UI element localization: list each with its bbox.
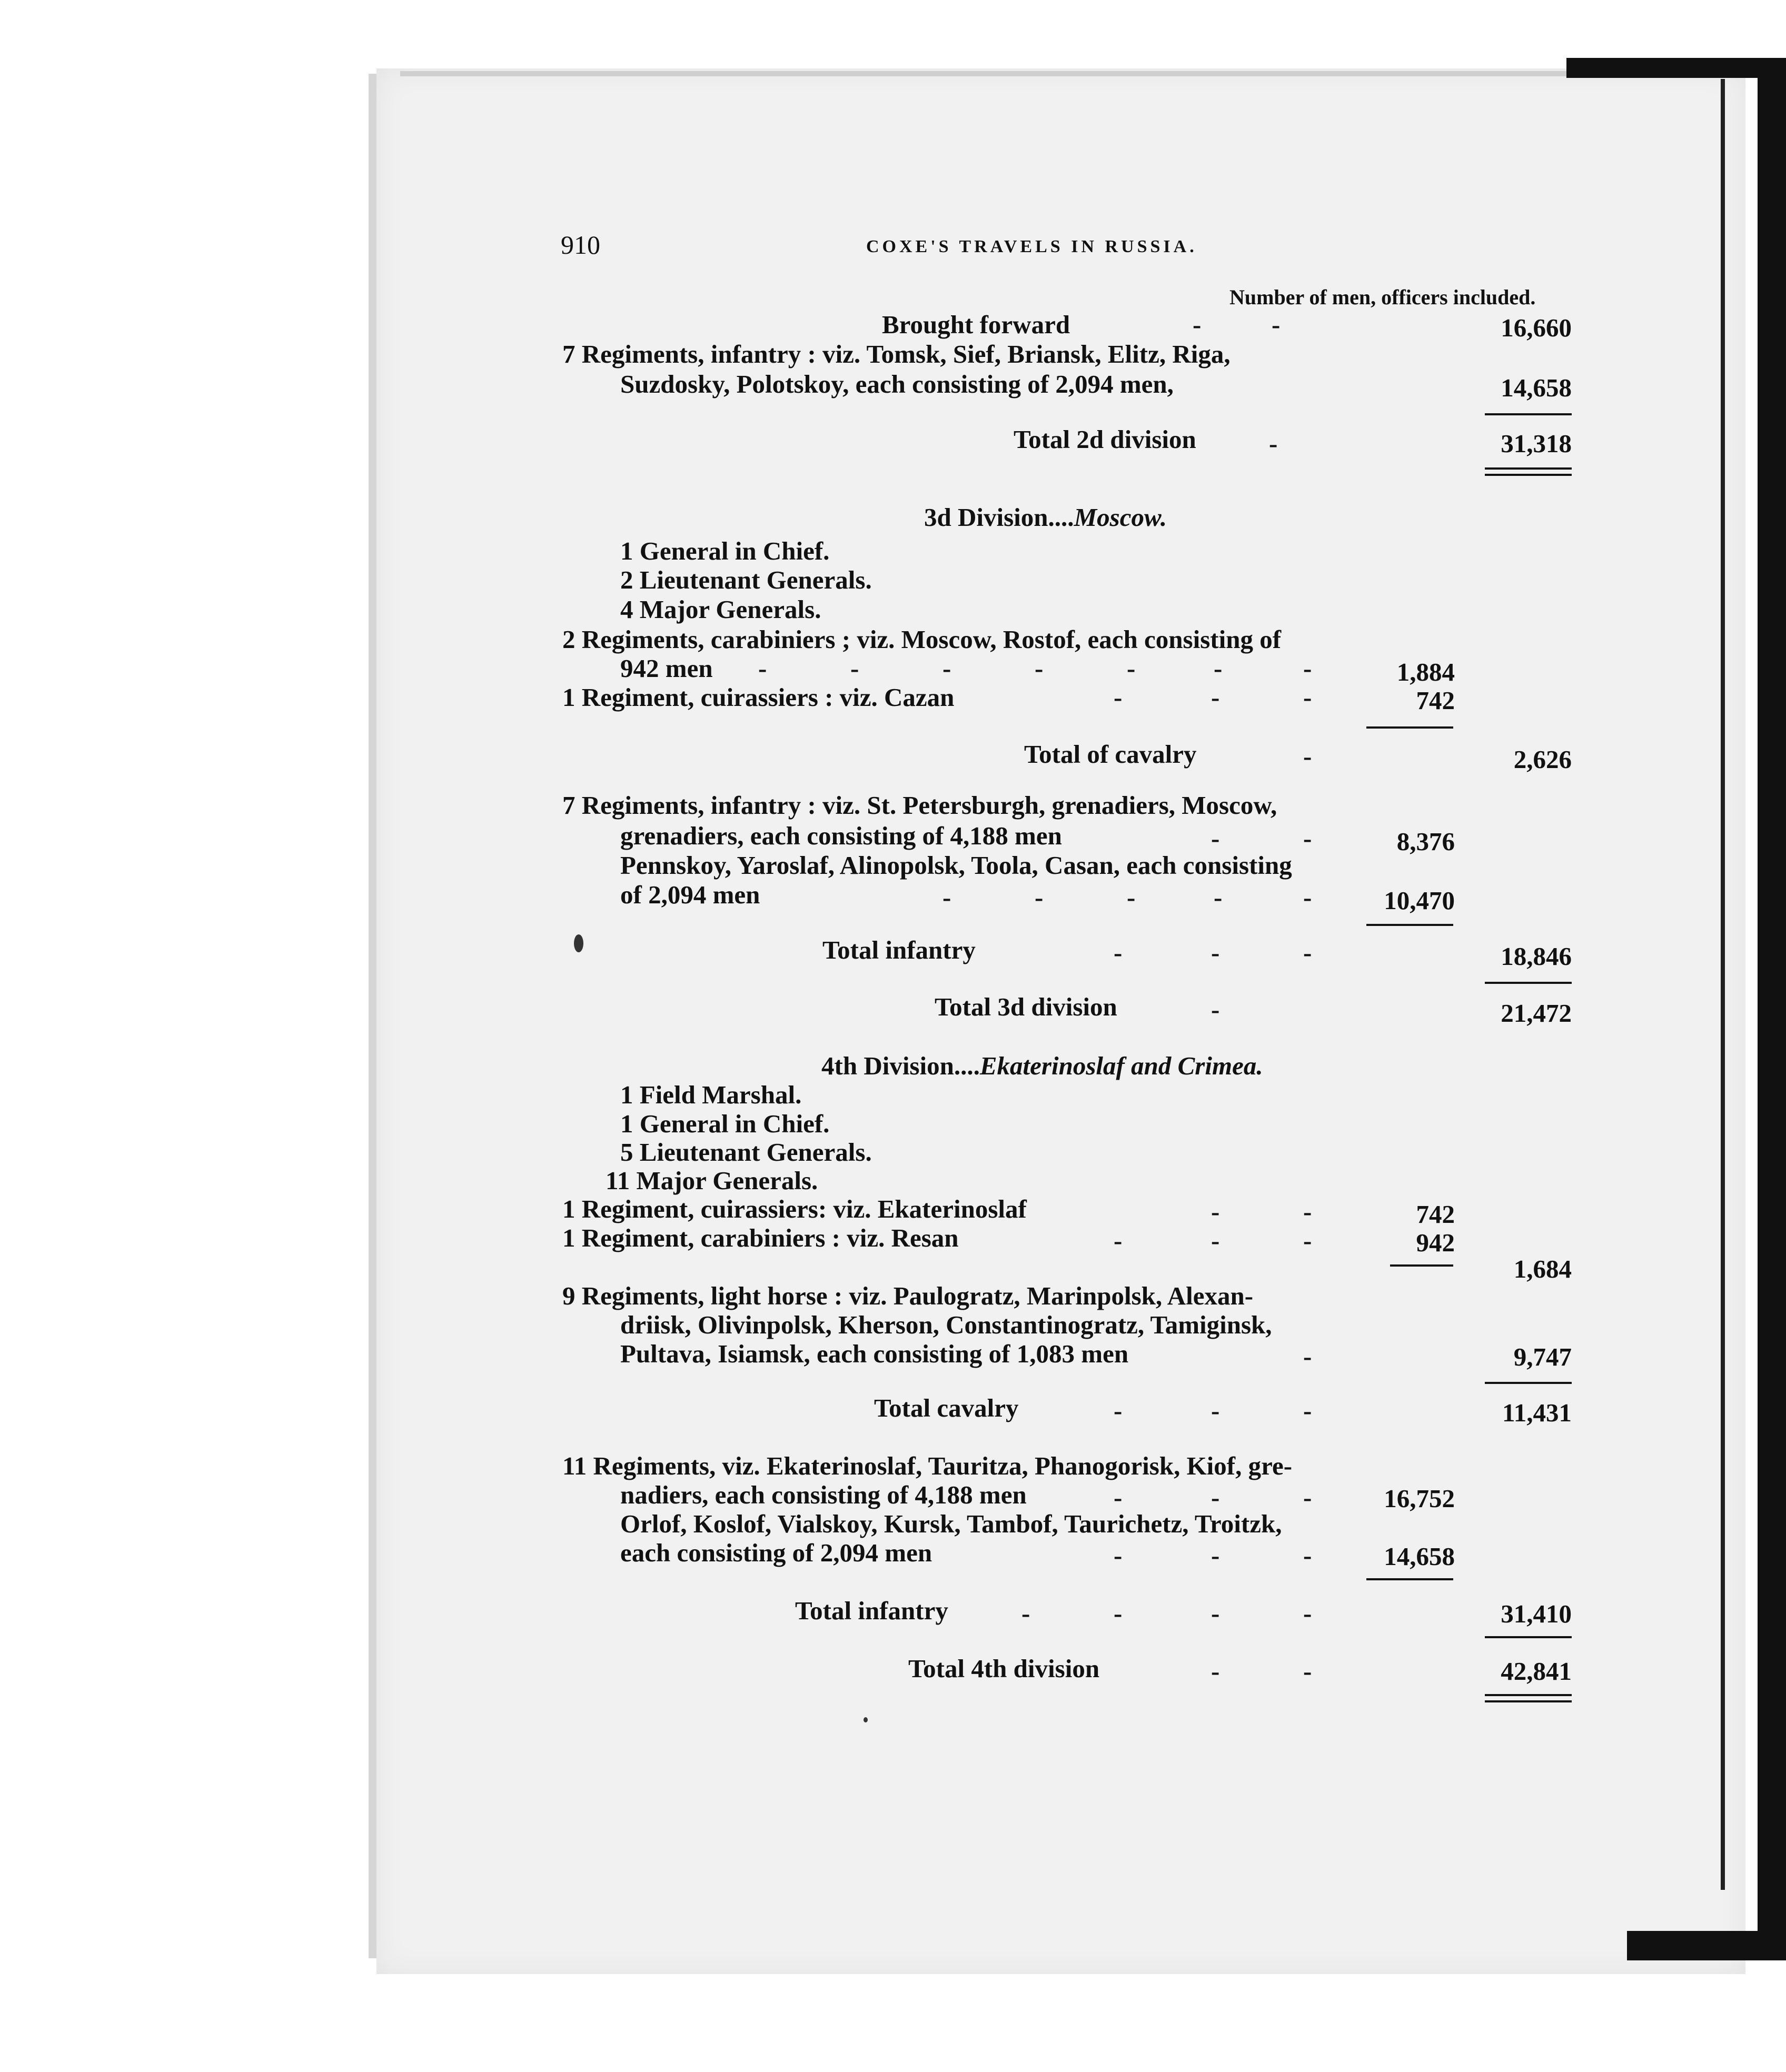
carabinier-value: 1,884 (1396, 658, 1455, 686)
total-value: 42,841 (1501, 1657, 1572, 1686)
carabinier-value: 942 (1416, 1228, 1455, 1257)
total-label: Total cavalry (874, 1393, 1019, 1422)
total-value: 21,472 (1501, 999, 1572, 1028)
total-label: Total 2d division (1014, 425, 1196, 454)
total-value: 11,431 (1502, 1398, 1572, 1427)
leader-dash: - (1114, 1599, 1123, 1628)
leader-dash: - (1303, 742, 1312, 771)
sum-rule (1485, 413, 1572, 415)
total-label: Total infantry (822, 935, 976, 964)
sum-rule (1485, 1382, 1572, 1384)
scan-frame-right (1758, 68, 1786, 1953)
leader-dash: - (1303, 824, 1312, 853)
leader-dash: - (1303, 883, 1312, 912)
officer-line: 1 Field Marshal. (620, 1080, 802, 1109)
sum-rule (1485, 467, 1572, 470)
leader-dash: - (1211, 824, 1220, 853)
leader-dash: - (1303, 1599, 1312, 1628)
leader-dash: - (1211, 1226, 1220, 1255)
sum-rule (1485, 1700, 1572, 1702)
leader-dash: - (1303, 1342, 1312, 1371)
leader-dash: - (1303, 1483, 1312, 1512)
cuirassier-value: 742 (1416, 1200, 1455, 1229)
leader-dash: - (1303, 1226, 1312, 1255)
heading-prefix: 4th Division.... (821, 1051, 980, 1080)
text-line: nadiers, each consisting of 4,188 men (620, 1480, 1027, 1509)
leader-dash: - (1214, 654, 1223, 683)
infantry-value: 16,752 (1384, 1484, 1455, 1513)
sum-rule (1485, 982, 1572, 984)
leader-dash: - (850, 654, 859, 683)
sum-rule (1366, 1578, 1453, 1580)
division-heading (821, 1053, 1263, 1079)
leader-dash: - (1114, 1226, 1123, 1255)
leader-dash: - (1211, 1599, 1220, 1628)
leader-dash: - (1303, 1197, 1312, 1226)
officer-line: 11 Major Generals. (606, 1166, 818, 1195)
scan-frame-inner-line (1721, 79, 1725, 1890)
page-top-edge (400, 71, 1706, 76)
scan-frame-bottom (1627, 1931, 1786, 1960)
officer-line: 1 General in Chief. (620, 536, 830, 565)
total-label: Total infantry (795, 1596, 948, 1625)
leader-dash: - (1114, 683, 1123, 712)
leader-dash: - (1114, 938, 1123, 967)
total-label: Total 4th division (908, 1654, 1100, 1683)
sum-rule (1390, 1264, 1453, 1267)
running-title: COXE'S TRAVELS IN RUSSIA. (866, 237, 1197, 256)
text-line: 1 Regiment, cuirassiers : viz. Cazan (562, 683, 955, 712)
infantry-value: 8,376 (1396, 827, 1455, 856)
ink-blot (574, 934, 583, 952)
text-line: Orlof, Koslof, Vialskoy, Kursk, Tambof, Taurichetz, Troitzk, (620, 1509, 1282, 1538)
leader-dash: - (1211, 995, 1220, 1024)
heading-place: Ekaterinoslaf and Crimea. (979, 1051, 1263, 1080)
sum-rule (1485, 1694, 1572, 1696)
text-line: 1 Regiment, carabiniers : viz. Resan (562, 1223, 959, 1252)
infantry-value: 10,470 (1384, 886, 1455, 915)
leader-dash: - (1272, 310, 1281, 339)
total-value: 18,846 (1501, 942, 1572, 971)
sum-rule (1366, 924, 1453, 926)
total-value: 31,410 (1501, 1599, 1572, 1628)
text-line: 11 Regiments, viz. Ekaterinoslaf, Tauritza, Phanogorisk, Kiof, gre- (562, 1451, 1293, 1480)
leader-dash: - (1114, 1483, 1123, 1512)
sum-rule (1485, 1636, 1572, 1638)
leader-dash: - (1211, 938, 1220, 967)
officer-line: 5 Lieutenant Generals. (620, 1138, 872, 1167)
column-heading: Number of men, officers included. (1229, 285, 1536, 309)
leader-dash: - (1114, 1396, 1123, 1425)
light-horse-value: 9,747 (1513, 1342, 1572, 1371)
leader-dash: - (1269, 429, 1278, 458)
leader-dash: - (942, 883, 951, 912)
officer-line: 2 Lieutenant Generals. (620, 565, 872, 594)
text-line: driisk, Olivinpolsk, Kherson, Constantinogratz, Tamiginsk, (620, 1310, 1272, 1339)
text-line: Pultava, Isiamsk, each consisting of 1,083 men (620, 1339, 1129, 1368)
leader-dash: - (1303, 1657, 1312, 1686)
text-line: grenadiers, each consisting of 4,188 men (620, 821, 1062, 850)
leader-dash: - (1303, 1396, 1312, 1425)
leader-dash: - (1303, 683, 1312, 712)
leader-dash: - (1211, 1541, 1220, 1570)
page-number: 910 (561, 230, 600, 260)
leader-dash: - (1035, 654, 1044, 683)
leader-dash: - (1193, 310, 1202, 339)
leader-dash: - (1211, 1197, 1220, 1226)
text-line: of 2,094 men (620, 880, 760, 909)
leader-dash: - (1114, 1541, 1123, 1570)
regiment-value: 14,658 (1501, 373, 1572, 402)
leader-dash: - (1214, 883, 1223, 912)
heavy-cavalry-total: 1,684 (1513, 1254, 1572, 1283)
leader-dash: - (1211, 1396, 1220, 1425)
text-line: 2 Regiments, carabiniers ; viz. Moscow, Rostof, each consisting of (562, 625, 1282, 654)
officer-line: 1 General in Chief. (620, 1109, 830, 1138)
officer-line: 4 Major Generals. (620, 595, 821, 624)
text-line: 1 Regiment, cuirassiers: viz. Ekaterinoslaf (562, 1194, 1027, 1223)
sum-rule (1366, 726, 1453, 729)
scan-frame-top (1566, 58, 1786, 78)
cuirassier-value: 742 (1416, 686, 1455, 715)
leader-dash: - (1211, 1657, 1220, 1686)
leader-dash: - (1211, 1483, 1220, 1512)
infantry-value: 14,658 (1384, 1542, 1455, 1571)
leader-dash: - (1127, 654, 1136, 683)
leader-dash: - (1303, 1541, 1312, 1570)
text-line: Pennskoy, Yaroslaf, Alinopolsk, Toola, Casan, each consisting (620, 851, 1292, 880)
total-value: 2,626 (1513, 745, 1572, 774)
text-line: 9 Regiments, light horse : viz. Paulogratz, Marinpolsk, Alexan- (562, 1281, 1254, 1310)
heading-place: Moscow. (1074, 503, 1167, 532)
text-line: 7 Regiments, infantry : viz. St. Petersburgh, grenadiers, Moscow, (562, 791, 1277, 820)
text-line: each consisting of 2,094 men (620, 1538, 932, 1567)
leader-dash: - (1021, 1599, 1030, 1628)
heading-prefix: 3d Division.... (924, 503, 1074, 532)
leader-dash: - (1303, 654, 1312, 683)
brought-forward-value: 16,660 (1501, 313, 1572, 342)
total-label: Total 3d division (935, 992, 1117, 1021)
ink-speck (864, 1717, 868, 1722)
leader-dash: - (1211, 683, 1220, 712)
text-line: 942 men (620, 654, 713, 683)
leader-dash: - (1303, 938, 1312, 967)
sum-rule (1485, 474, 1572, 476)
total-value: 31,318 (1501, 429, 1572, 458)
leader-dash: - (1035, 883, 1044, 912)
leader-dash: - (1127, 883, 1136, 912)
text-line: Suzdosky, Polotskoy, each consisting of 2,094 men, (620, 370, 1174, 399)
division-heading (924, 504, 1167, 530)
text-line: 7 Regiments, infantry : viz. Tomsk, Sief, Briansk, Elitz, Riga, (562, 340, 1231, 368)
total-label: Total of cavalry (1024, 740, 1197, 769)
leader-dash: - (942, 654, 951, 683)
brought-forward-label: Brought forward (882, 310, 1070, 339)
leader-dash: - (758, 654, 767, 683)
